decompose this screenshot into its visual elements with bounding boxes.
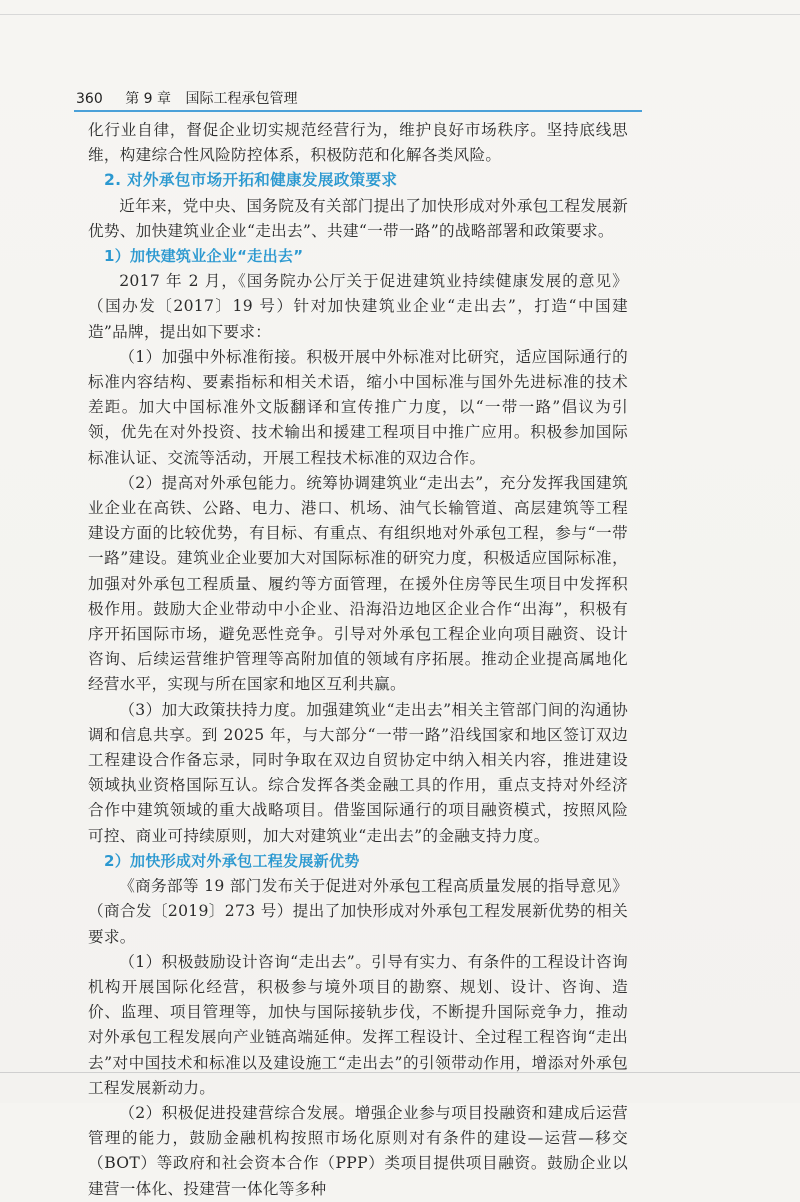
subsection-heading-1: 1）加快建筑业企业“走出去” — [104, 247, 304, 266]
paragraph-2017-opinion: 2017 年 2 月，《国务院办公厅关于促进建筑业持续健康发展的意见》（国办发〔2017〕19 号）针对加快建筑业企业“走出去”，打造“中国建造”品牌，提出如下要求： — [88, 272, 628, 341]
chapter-number: 第 9 章 — [125, 91, 171, 107]
paragraph-item-2: （2）提高对外承包能力。统筹协调建筑业“走出去”，充分发挥我国建筑业企业在高铁、公路、电力、港口、机场、油气长输管道、高层建筑等工程建设方面的比较优势，有目标、有重点、有组织地对外承包工程，参与“一带一路”建设。建筑业企业要加大对国际标准的研究力度，积极适应国际标准，加强对外承包工程质量、履约等方面管理，在援外住房等民生项目中发挥积极作用。鼓励大企业带动中小企业、沿海沿边地区企业合作“出海”，积极有序开拓国际市场，避免恶性竞争。引导对外承包工程企业向项目融资、设计咨询、后续运营维护管理等高附加值的领域有序拓展。推动企业提高属地化经营水平，实现与所在国家和地区互利共赢。 — [88, 473, 628, 694]
page-number: 360 — [76, 91, 103, 107]
chapter-title: 国际工程承包管理 — [185, 91, 298, 107]
subsection-heading-2: 2）加快形成对外承包工程发展新优势 — [104, 851, 360, 870]
paragraph-intro: 近年来，党中央、国务院及有关部门提出了加快形成对外承包工程发展新优势、加快建筑业企业“走出去”、共建“一带一路”的战略部署和政策要求。 — [88, 196, 628, 240]
paragraph-item-5: （2）积极促进投建营综合发展。增强企业参与项目投融资和建成后运营管理的能力，鼓励金融机构按照市场化原则对有条件的建设—运营—移交（BOT）等政府和社会资本合作（PPP）类项目提供项目融资。鼓励企业以建营一体化、投建营一体化等多种 — [88, 1103, 628, 1198]
body-text — [88, 118, 628, 1202]
paragraph-item-4: （1）积极鼓励设计咨询“走出去”。引导有实力、有条件的工程设计咨询机构开展国际化经营，积极参与境外项目的勘察、规划、设计、咨询、造价、监理、项目管理等，加快与国际接轨步伐，不断提升国际竞争力，推动对外承包工程发展向产业链高端延伸。发挥工程设计、全过程工程咨询“走出去”对中国技术和标准以及建设施工“走出去”的引领带动作用，增添对外承包工程发展新动力。 — [88, 952, 628, 1097]
header-rule — [74, 110, 642, 112]
scan-bottom-edge — [0, 1072, 800, 1073]
scan-top-edge — [0, 14, 800, 15]
paragraph-2019-guidance: 《商务部等 19 部门发布关于促进对外承包工程高质量发展的指导意见》（商合发〔2019〕273 号）提出了加快形成对外承包工程发展新优势的相关要求。 — [88, 877, 628, 946]
paragraph-item-3: （3）加大政策扶持力度。加强建筑业“走出去”相关主管部门间的沟通协调和信息共享。到 2025 年，与大部分“一带一路”沿线国家和地区签订双边工程建设合作备忘录，同时争取在双边自贸协定中纳入相关内容，推进建设领域执业资格国际互认。综合发挥各类金融工具的作用，重点支持对外经济合作中建筑领域的重大战略项目。借鉴国际通行的项目融资模式，按照风险可控、商业可持续原则，加大对建筑业“走出去”的金融支持力度。 — [88, 700, 628, 845]
paragraph-continued: 化行业自律，督促企业切实规范经营行为，维护良好市场秩序。坚持底线思维，构建综合性风险防控体系，积极防范和化解各类风险。 — [88, 121, 628, 165]
paragraph-item-1: （1）加强中外标准衔接。积极开展中外标准对比研究，适应国际通行的标准内容结构、要素指标和相关术语，缩小中国标准与国外先进标准的技术差距。加大中国标准外文版翻译和宣传推广力度，以“一带一路”倡议为引领，优先在对外投资、技术输出和援建工程项目中推广应用。积极参加国际标准认证、交流等活动，开展工程技术标准的双边合作。 — [88, 347, 628, 467]
section-heading: 2. 对外承包市场开拓和健康发展政策要求 — [104, 171, 398, 190]
running-header — [76, 88, 636, 110]
